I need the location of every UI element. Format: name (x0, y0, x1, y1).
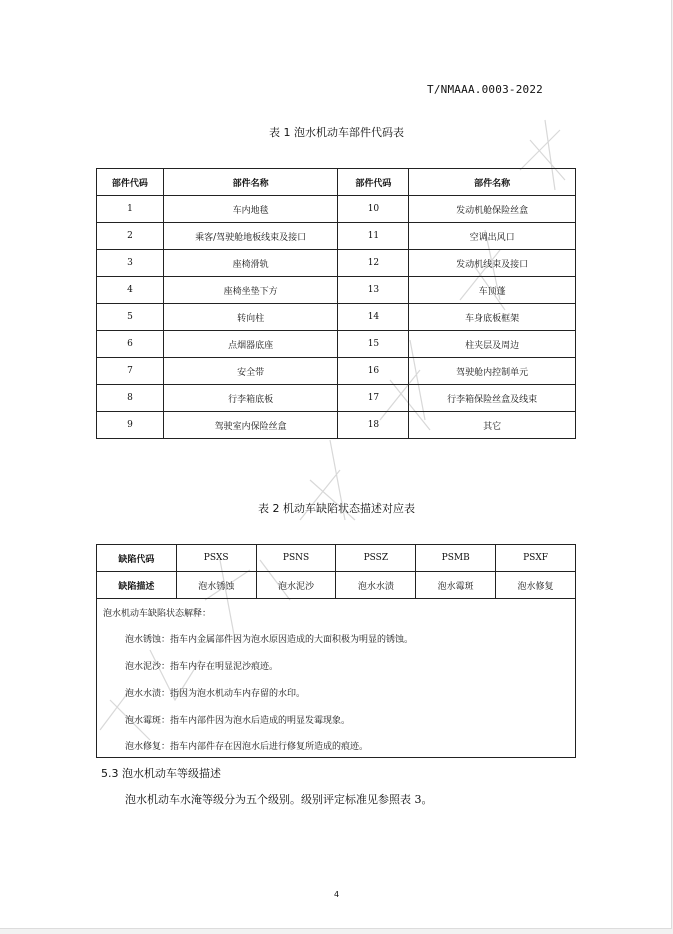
table-cell: PSMB (416, 545, 496, 572)
table-cell: 18 (338, 412, 409, 439)
table-cell: 安全带 (163, 358, 338, 385)
table-cell: 行李箱底板 (163, 385, 338, 412)
header-cell: 部件名称 (409, 169, 576, 196)
table-cell: 8 (97, 385, 164, 412)
table-cell: 泡水泥沙 (256, 572, 336, 599)
table-row (97, 223, 576, 250)
table-cell: 5 (97, 304, 164, 331)
notes-title: 泡水机动车缺陷状态解释： (103, 609, 212, 619)
parts-code-table (96, 168, 576, 439)
table-cell: 6 (97, 331, 164, 358)
header-cell: 部件代码 (338, 169, 409, 196)
defect-status-table (96, 544, 576, 599)
table-row (97, 385, 576, 412)
table-cell: 其它 (409, 412, 576, 439)
table-cell: 16 (338, 358, 409, 385)
table-row (97, 572, 576, 599)
row-label: 缺陷描述 (97, 572, 177, 599)
table-cell: 发动机线束及接口 (409, 250, 576, 277)
table-cell: 驾驶舱内控制单元 (409, 358, 576, 385)
table-cell: 12 (338, 250, 409, 277)
table-row (97, 412, 576, 439)
table-cell: 9 (97, 412, 164, 439)
table1-caption: 表 1 泡水机动车部件代码表 (269, 126, 404, 139)
table-cell: 车身底板框架 (409, 304, 576, 331)
table-cell: 座椅滑轨 (163, 250, 338, 277)
table-cell: 点烟器底座 (163, 331, 338, 358)
table-cell: 10 (338, 196, 409, 223)
table-cell: PSXS (176, 545, 256, 572)
table-cell: 车顶蓬 (409, 277, 576, 304)
table-cell: 泡水霉斑 (416, 572, 496, 599)
table-cell: PSNS (256, 545, 336, 572)
table-cell: PSXF (496, 545, 576, 572)
table-header-row (97, 169, 576, 196)
table-cell: 座椅坐垫下方 (163, 277, 338, 304)
table-cell: 车内地毯 (163, 196, 338, 223)
note-line: 泡水水渍：指因为泡水机动车内存留的水印。 (125, 689, 306, 699)
table-cell: 泡水修复 (496, 572, 576, 599)
table-cell: 13 (338, 277, 409, 304)
table-cell: 15 (338, 331, 409, 358)
note-line: 泡水修复：指车内部件存在因泡水后进行修复所造成的痕迹。 (125, 742, 369, 752)
table2-caption: 表 2 机动车缺陷状态描述对应表 (258, 502, 415, 515)
table-cell: 3 (97, 250, 164, 277)
section-title: 5.3 泡水机动车等级描述 (101, 767, 221, 780)
table-cell: PSSZ (336, 545, 416, 572)
table-row (97, 196, 576, 223)
table-cell: 泡水水渍 (336, 572, 416, 599)
row-label: 缺陷代码 (97, 545, 177, 572)
note-line: 泡水泥沙：指车内存在明显泥沙痕迹。 (125, 662, 279, 672)
table-cell: 7 (97, 358, 164, 385)
table-cell: 泡水锈蚀 (176, 572, 256, 599)
table-cell: 发动机舱保险丝盒 (409, 196, 576, 223)
header-cell: 部件名称 (163, 169, 338, 196)
table-cell: 11 (338, 223, 409, 250)
defect-notes-box (96, 597, 576, 758)
document-code: T/NMAAA.0003-2022 (427, 83, 543, 96)
table-cell: 2 (97, 223, 164, 250)
table-row (97, 277, 576, 304)
table-cell: 驾驶室内保险丝盒 (163, 412, 338, 439)
section-paragraph: 泡水机动车水淹等级分为五个级别。级别评定标准见参照表 3。 (125, 793, 433, 806)
table-cell: 1 (97, 196, 164, 223)
header-cell: 部件代码 (97, 169, 164, 196)
table-cell: 行李箱保险丝盒及线束 (409, 385, 576, 412)
table-cell: 4 (97, 277, 164, 304)
table-row (97, 358, 576, 385)
note-line: 泡水霉斑：指车内部件因为泡水后造成的明显发霉现象。 (125, 716, 351, 726)
table-cell: 空调出风口 (409, 223, 576, 250)
table-cell: 转向柱 (163, 304, 338, 331)
table-cell: 乘客/驾驶舱地板线束及接口 (163, 223, 338, 250)
table-row (97, 545, 576, 572)
table-cell: 14 (338, 304, 409, 331)
table-cell: 柱夹层及周边 (409, 331, 576, 358)
table-row (97, 250, 576, 277)
table-cell: 17 (338, 385, 409, 412)
note-line: 泡水锈蚀：指车内金属部件因为泡水原因造成的大面积极为明显的锈蚀。 (125, 635, 414, 645)
table-row (97, 304, 576, 331)
page-number: 4 (333, 890, 340, 899)
table-row (97, 331, 576, 358)
